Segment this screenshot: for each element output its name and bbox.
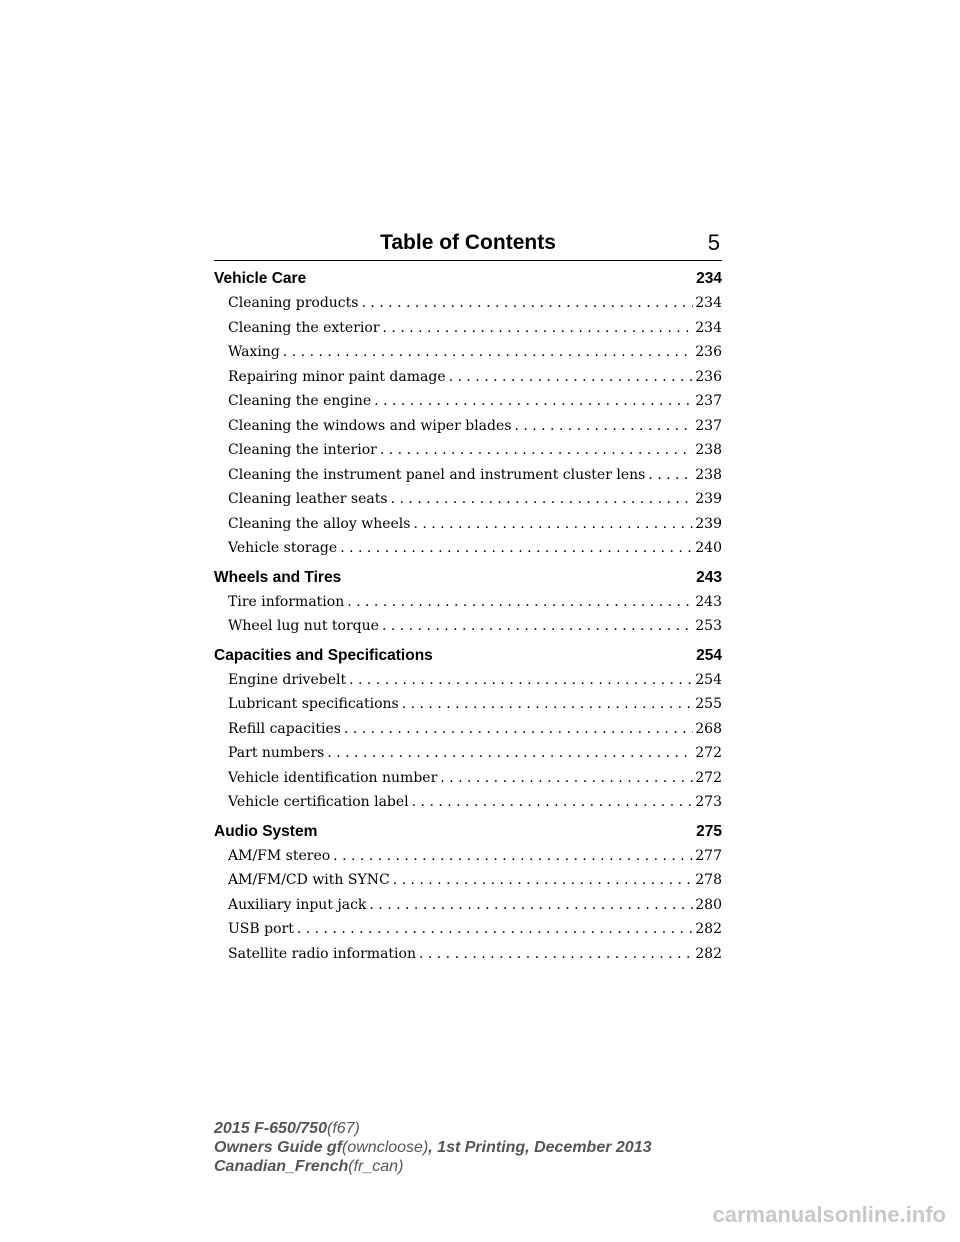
toc-entry[interactable] — [214, 917, 722, 942]
section-page: 254 — [696, 646, 722, 664]
entry-page: 238 — [695, 466, 722, 483]
entry-label: Engine drivebelt — [228, 671, 347, 688]
entry-label: AM/FM/CD with SYNC — [228, 872, 390, 888]
dot-leader — [514, 414, 693, 439]
toc-entry[interactable] — [214, 668, 722, 693]
dot-leader — [648, 463, 693, 488]
toc-entry[interactable] — [214, 365, 722, 390]
watermark: carmanualsonline.info — [712, 1202, 946, 1227]
page-number: 5 — [707, 230, 720, 255]
entry-label: Wheel lug nut torque — [228, 618, 379, 634]
entry-page: 277 — [695, 847, 722, 864]
entry-label: Vehicle certification label — [228, 794, 409, 810]
dot-leader — [369, 893, 693, 918]
entry-label: AM/FM stereo — [228, 847, 331, 864]
toc-entry[interactable] — [214, 340, 722, 365]
dot-leader — [374, 389, 693, 414]
entry-label: Cleaning products — [228, 295, 359, 311]
page-header — [214, 226, 722, 261]
section-page: 243 — [696, 568, 722, 586]
dot-leader — [412, 790, 694, 815]
entry-page: 278 — [695, 872, 722, 888]
entry-label: Cleaning the exterior — [228, 319, 380, 336]
dot-leader — [283, 340, 693, 365]
entry-label: Auxiliary input jack — [228, 896, 367, 913]
dot-leader — [391, 487, 694, 512]
dot-leader — [419, 942, 693, 967]
toc-section — [214, 819, 722, 967]
page-title: Table of Contents — [380, 231, 556, 254]
dot-leader — [297, 917, 693, 942]
entry-page: 237 — [695, 393, 722, 409]
entry-page: 253 — [695, 618, 722, 634]
dot-leader — [402, 692, 694, 717]
entry-page: 240 — [695, 540, 722, 556]
entry-page: 282 — [695, 945, 722, 962]
dot-leader — [340, 536, 693, 561]
print-footer — [214, 1119, 651, 1176]
entry-label: Lubricant specifications — [228, 696, 399, 712]
entry-page: 268 — [695, 720, 722, 737]
entry-page: 280 — [695, 896, 722, 913]
toc-entry[interactable] — [214, 766, 722, 791]
toc-entry[interactable] — [214, 790, 722, 815]
section-heading[interactable] — [214, 565, 722, 590]
entry-label: Cleaning the interior — [228, 442, 377, 458]
dot-leader — [349, 668, 693, 693]
entry-label: Cleaning the alloy wheels — [228, 515, 411, 532]
dot-leader — [440, 766, 693, 791]
entry-page: 239 — [695, 515, 722, 532]
section-heading[interactable] — [214, 266, 722, 291]
entry-page: 238 — [695, 442, 722, 458]
section-heading[interactable] — [214, 643, 722, 668]
section-title: Capacities and Specifications — [214, 646, 433, 664]
footer-line-1: 2015 F-650/750(f67) — [214, 1120, 360, 1137]
toc-entry[interactable] — [214, 487, 722, 512]
toc-section — [214, 643, 722, 815]
toc-entry[interactable] — [214, 893, 722, 918]
toc-entry[interactable] — [214, 844, 722, 869]
toc-entry[interactable] — [214, 741, 722, 766]
entry-page: 273 — [695, 794, 722, 810]
entry-page: 234 — [695, 319, 722, 336]
entry-label: Cleaning leather seats — [228, 491, 388, 507]
toc-section — [214, 565, 722, 639]
dot-leader — [383, 316, 694, 341]
footer-line-3: Canadian_French(fr_can) — [214, 1158, 404, 1175]
section-page: 234 — [696, 270, 722, 287]
entry-label: Waxing — [228, 344, 280, 360]
toc-entry[interactable] — [214, 868, 722, 893]
section-title: Wheels and Tires — [214, 568, 342, 586]
section-page: 275 — [696, 822, 722, 840]
toc-entry[interactable] — [214, 438, 722, 463]
entry-page: 236 — [695, 368, 722, 385]
table-of-contents — [214, 266, 722, 970]
entry-label: Vehicle storage — [228, 540, 338, 556]
section-title: Vehicle Care — [214, 270, 307, 287]
toc-entry[interactable] — [214, 614, 722, 639]
entry-page: 255 — [695, 696, 722, 712]
dot-leader — [344, 717, 693, 742]
entry-label: Cleaning the engine — [228, 393, 372, 409]
entry-label: Part numbers — [228, 745, 325, 761]
toc-entry[interactable] — [214, 316, 722, 341]
entry-page: 282 — [695, 921, 722, 937]
toc-entry[interactable] — [214, 389, 722, 414]
entry-page: 272 — [695, 769, 722, 786]
section-title: Audio System — [214, 822, 318, 840]
dot-leader — [333, 844, 693, 869]
entry-page: 234 — [695, 295, 722, 311]
dot-leader — [361, 291, 693, 316]
dot-leader — [413, 512, 693, 537]
toc-entry[interactable] — [214, 291, 722, 316]
entry-label: Repairing minor paint damage — [228, 368, 446, 385]
toc-entry[interactable] — [214, 942, 722, 967]
entry-page: 254 — [695, 671, 722, 688]
entry-page: 236 — [695, 344, 722, 360]
entry-label: Vehicle identification number — [228, 769, 438, 786]
dot-leader — [347, 590, 693, 615]
dot-leader — [327, 741, 693, 766]
footer-line-2: Owners Guide gf(owncloose), 1st Printing, December 2013 — [214, 1139, 652, 1156]
toc-section — [214, 266, 722, 561]
entry-label: Cleaning the windows and wiper blades — [228, 417, 512, 434]
dot-leader — [380, 438, 693, 463]
entry-label: Satellite radio information — [228, 945, 416, 962]
entry-page: 243 — [695, 593, 722, 610]
entry-page: 237 — [695, 417, 722, 434]
section-heading[interactable] — [214, 819, 722, 844]
dot-leader — [382, 614, 693, 639]
entry-page: 272 — [695, 745, 722, 761]
dot-leader — [449, 365, 694, 390]
toc-entry[interactable] — [214, 414, 722, 439]
entry-page: 239 — [695, 491, 722, 507]
entry-label: USB port — [228, 921, 294, 937]
entry-label: Tire information — [228, 593, 345, 610]
toc-entry[interactable] — [214, 536, 722, 561]
toc-entry[interactable] — [214, 463, 722, 488]
entry-label: Cleaning the instrument panel and instrument cluster lens — [228, 466, 646, 483]
toc-entry[interactable] — [214, 590, 722, 615]
toc-entry[interactable] — [214, 512, 722, 537]
entry-label: Refill capacities — [228, 720, 341, 737]
dot-leader — [393, 868, 694, 893]
toc-entry[interactable] — [214, 692, 722, 717]
toc-entry[interactable] — [214, 717, 722, 742]
